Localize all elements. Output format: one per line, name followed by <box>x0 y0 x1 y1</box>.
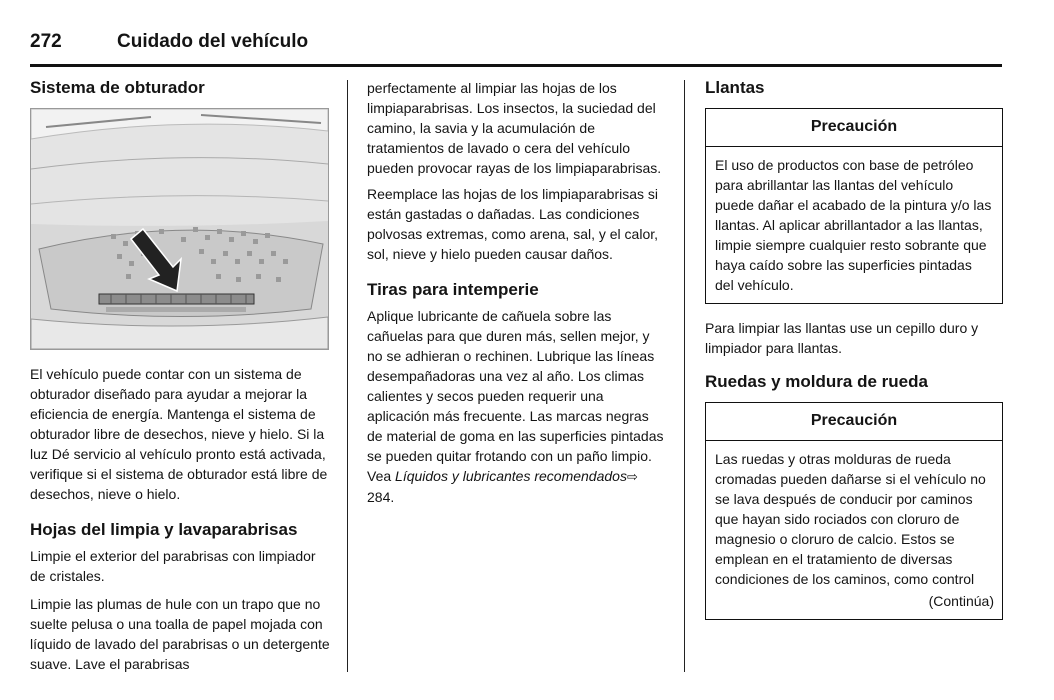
ref-page: 284. <box>367 489 395 505</box>
caution-title: Precaución <box>706 403 1002 441</box>
shutter-figure <box>30 108 329 350</box>
shutter-intro: El vehículo puede contar con un sistema de obturador diseñado para ayudar a mejorar la eficiencia de energía. Mantenga el sistema de obturador libre de desechos, nieve y hielo. Si la luz Dé servicio al vehículo pronto está activada, verifique si el sistema de obturador está libre de desechos, nieve o hielo. <box>30 366 328 502</box>
caution-body-wheels: Las ruedas y otras molduras de rueda cromadas pueden dañarse si el vehículo no se lava después de conducir por caminos que hayan sido rociados con cloruro de magnesio o cloruro de calcio. Estos se emplean en el tratamiento de diversas condiciones de los caminos, como control <box>715 451 986 587</box>
caution-title: Precaución <box>706 109 1002 147</box>
page-header <box>30 30 1002 67</box>
weatherstrip-body: Aplique lubricante de cañuela sobre las cañuelas para que duren más, sellen mejor, y no se adhieran o rechinen. Lubrique las líneas desempañadoras una vez al año. Los climas calientes y secos pueden requerir una aplicación más frecuente. Las marcas negras de material de goma en las superficies pintadas se pueden quitar frotando con un paño limpio. <box>367 308 664 464</box>
section-title-wipers: Hojas del limpia y lavaparabrisas <box>30 520 298 539</box>
page-reference-arrow-icon: ⇨ <box>626 469 638 484</box>
column-1 <box>30 78 330 674</box>
wipers-paragraph-2: Limpie las plumas de hule con un trapo que no suelte pelusa o una toalla de papel mojada con líquido de lavado del parabrisas o un detergente suave. Lave el parabrisas <box>30 596 330 672</box>
column-3 <box>705 78 1003 620</box>
wipers-replace: Reemplace las hojas de los limpiaparabrisas si están gastadas o dañadas. Las condiciones polvosas extremas, como arena, sal, y el calor, sol, nieve y hielo pueden causar daños. <box>367 186 659 262</box>
vehicle-front-illustration <box>31 109 328 349</box>
caution-box-tires <box>705 108 1003 304</box>
section-title-shutter: Sistema de obturador <box>30 78 205 97</box>
wipers-continued: perfectamente al limpiar las hojas de los limpiaparabrisas. Los insectos, la suciedad del camino, la savia y la acumulación de tratamientos de lavado o cera del vehículo pueden provocar rayas de los limpiaparabrisas. <box>367 80 662 176</box>
chapter-title: Cuidado del vehículo <box>117 31 309 52</box>
caution-box-wheels <box>705 402 1003 620</box>
page-number: 272 <box>30 31 62 52</box>
column-divider-1 <box>347 80 348 672</box>
caution-body-tires: El uso de productos con base de petróleo para abrillantar las llantas del vehículo puede dañar el acabado de la pintura y/o las llantas. Al aplicar abrillantador a las llantas, limpie siempre cualquier resto sobrante que haya caído sobre las superficies pintadas del vehículo. <box>715 157 992 293</box>
ref-link-lubricants[interactable]: Líquidos y lubricantes recomendados <box>395 468 627 484</box>
section-title-tires: Llantas <box>705 78 765 97</box>
wipers-paragraph-1: Limpie el exterior del parabrisas con limpiador de cristales. <box>30 548 316 584</box>
ref-prefix: Vea <box>367 468 396 484</box>
continues-label: (Continúa) <box>928 593 994 609</box>
section-title-wheels: Ruedas y moldura de rueda <box>705 372 928 391</box>
column-divider-2 <box>684 80 685 672</box>
cross-reference <box>367 466 667 507</box>
column-2 <box>367 78 667 507</box>
tires-body: Para limpiar las llantas use un cepillo duro y limpiador para llantas. <box>705 320 979 356</box>
section-title-weatherstrips: Tiras para intemperie <box>367 280 539 299</box>
